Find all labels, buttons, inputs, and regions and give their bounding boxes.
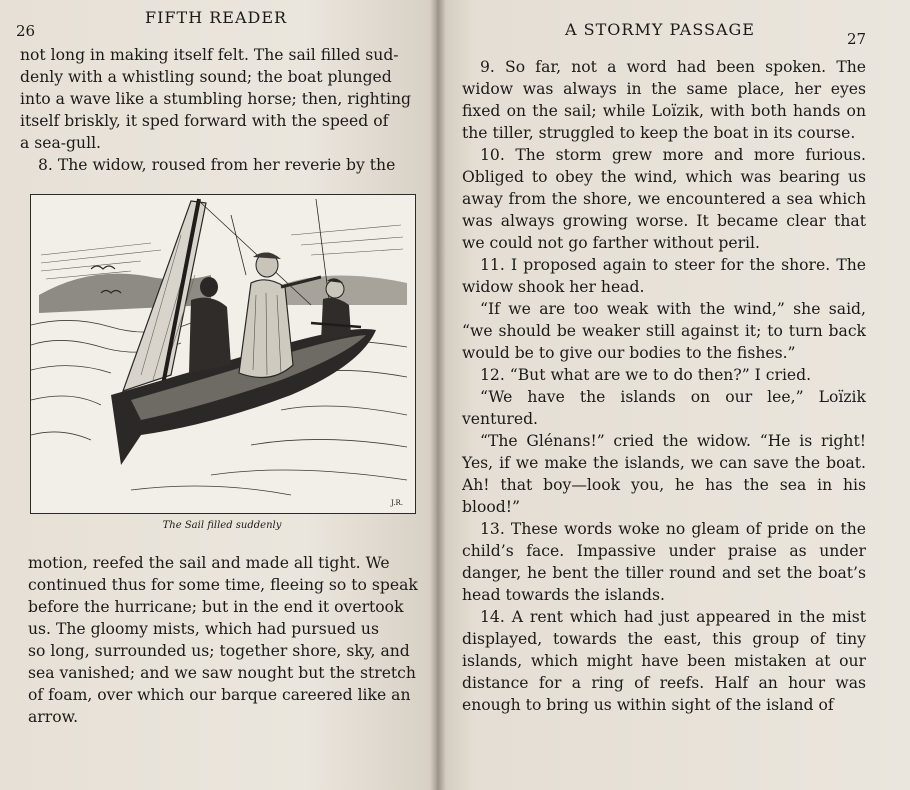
page-number: 26	[16, 22, 36, 40]
book-gutter	[430, 0, 446, 790]
text-line: so long, surrounded us; together shore, sky, and	[28, 642, 410, 660]
paragraph: “The Glénans!” cried the widow. “He is right! Yes, if we make the islands, we can save the boat. Ah! that boy—look you, he has the sea in his blood!”	[462, 432, 866, 516]
page-number: 27	[847, 30, 867, 48]
paragraph: “We have the islands on our lee,” Loïzik ventured.	[462, 388, 866, 428]
text-block-bottom	[28, 552, 430, 728]
text-line: itself briskly, it sped forward with the speed of	[20, 112, 389, 130]
text-line: into a wave like a stumbling horse; then, righting	[20, 90, 412, 108]
paragraph: 9. So far, not a word had been spoken. The widow was always in the same place, her eyes fixed on the sail; while Loïzik, with both hands on the tiller, struggled to keep the boat in its course.	[462, 58, 866, 142]
right-page	[437, 0, 910, 790]
text-line: denly with a whistling sound; the boat plunged	[20, 68, 392, 86]
paragraph: 11. I proposed again to steer for the shore. The widow shook her head.	[462, 256, 866, 296]
text-line: motion, reefed the sail and made all tight. We	[28, 554, 390, 572]
text-line: not long in making itself felt. The sail filled sud-	[20, 46, 399, 64]
paragraph: “If we are too weak with the wind,” she said, “we should be weaker still against it; to turn back would be to give our bodies to the fishes.”	[462, 300, 866, 362]
paragraph: 10. The storm grew more and more furious. Obliged to obey the wind, which was bearing us away from the shore, we encountered a sea which was always growing worse. It became clear that we could not go farther without peril.	[462, 146, 866, 252]
illustration	[30, 194, 416, 514]
text-line: sea vanished; and we saw nought but the stretch	[28, 664, 416, 682]
running-head: FIFTH READER	[145, 8, 288, 27]
running-head: A STORMY PASSAGE	[565, 20, 755, 39]
paragraph: 12. “But what are we to do then?” I cried.	[480, 366, 812, 384]
text-line: continued thus for some time, fleeing so to speak	[28, 576, 418, 594]
text-line: 8. The widow, roused from her reverie by the	[38, 156, 396, 174]
left-page	[0, 0, 437, 790]
text-line: arrow.	[28, 708, 79, 726]
text-line: of foam, over which our barque careered like an	[28, 686, 411, 704]
illustrator-initials: J.R.	[391, 499, 403, 507]
text-line: before the hurricane; but in the end it overtook	[28, 598, 404, 616]
text-block	[462, 56, 866, 716]
text-line: a sea-gull.	[20, 134, 102, 152]
paragraph: 14. A rent which had just appeared in the mist displayed, towards the east, this group of tiny islands, which might have been mistaken at our distance for a ring of reefs. Half an hour was enough to bring us within sight of the island of	[462, 608, 866, 714]
text-line: us. The gloomy mists, which had pursued us	[28, 620, 379, 638]
paragraph: 13. These words woke no gleam of pride on the child’s face. Impassive under praise as under danger, he bent the tiller round and set the boat’s head towards the islands.	[462, 520, 866, 604]
sailboat-illustration	[31, 195, 415, 513]
figure-caption: The Sail filled suddenly	[162, 520, 282, 531]
text-block-top	[20, 44, 424, 176]
